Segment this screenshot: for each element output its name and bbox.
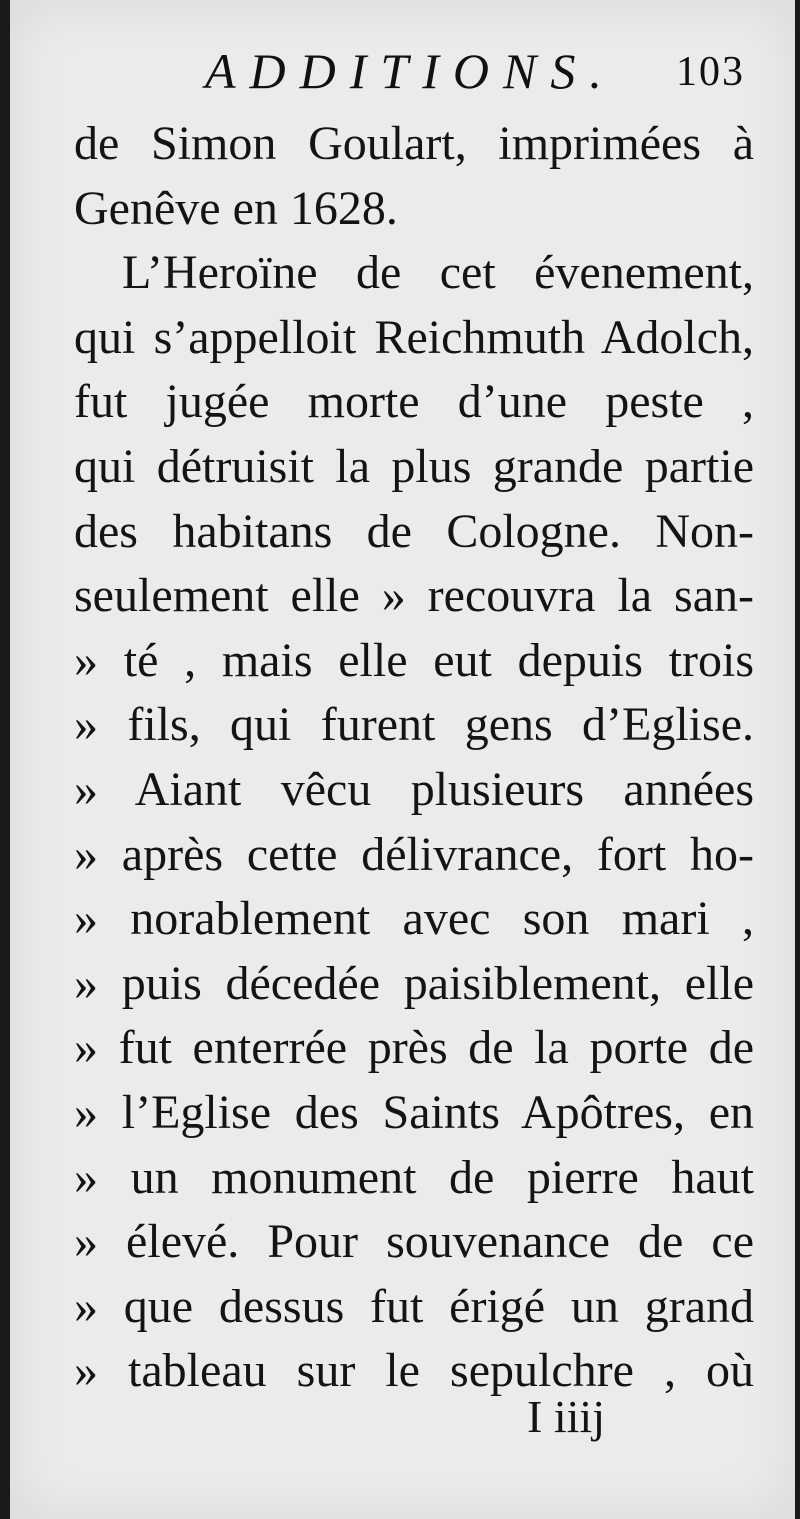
book-page xyxy=(10,0,795,1519)
text-line: Genêve en 1628. xyxy=(74,181,398,235)
text-line: » un monument de pierre haut xyxy=(74,1150,754,1204)
text-line: » tableau sur le sepulchre , où xyxy=(74,1344,754,1398)
text-line: fut jugée morte d’une peste , xyxy=(74,375,754,429)
text-line: L’Heroïne de cet évenement, xyxy=(122,246,754,300)
text-line: seulement elle » recouvra la san- xyxy=(74,569,754,623)
text-line: » l’Eglise des Saints Apôtres, en xyxy=(74,1085,754,1139)
text-line: » élevé. Pour souvenance de ce xyxy=(74,1215,754,1269)
text-line: qui s’appelloit Reichmuth Adolch, xyxy=(74,310,754,364)
running-title: ADDITIONS. xyxy=(205,43,616,99)
page-number: 103 xyxy=(676,49,745,95)
text-line: » Aiant vêcu plusieurs années xyxy=(74,762,754,816)
text-line: des habitans de Cologne. Non- xyxy=(74,504,754,558)
text-line: » après cette délivrance, fort ho- xyxy=(74,827,754,881)
text-line: » fils, qui furent gens d’Eglise. xyxy=(74,698,754,752)
signature-mark: I iiij xyxy=(527,1391,605,1442)
text-line: de Simon Goulart, imprimées à xyxy=(74,117,754,170)
text-line: » té , mais elle eut depuis trois xyxy=(74,633,754,687)
text-line: » fut enterrée près de la porte de xyxy=(74,1021,754,1075)
text-line: qui détruisit la plus grande partie xyxy=(74,439,754,493)
text-line: » puis décedée paisiblement, elle xyxy=(74,956,754,1010)
text-line: » que dessus fut érigé un grand xyxy=(74,1279,754,1333)
body-text xyxy=(74,112,754,1404)
page-header xyxy=(205,42,745,112)
text-line: » norablement avec son mari , xyxy=(74,892,754,946)
